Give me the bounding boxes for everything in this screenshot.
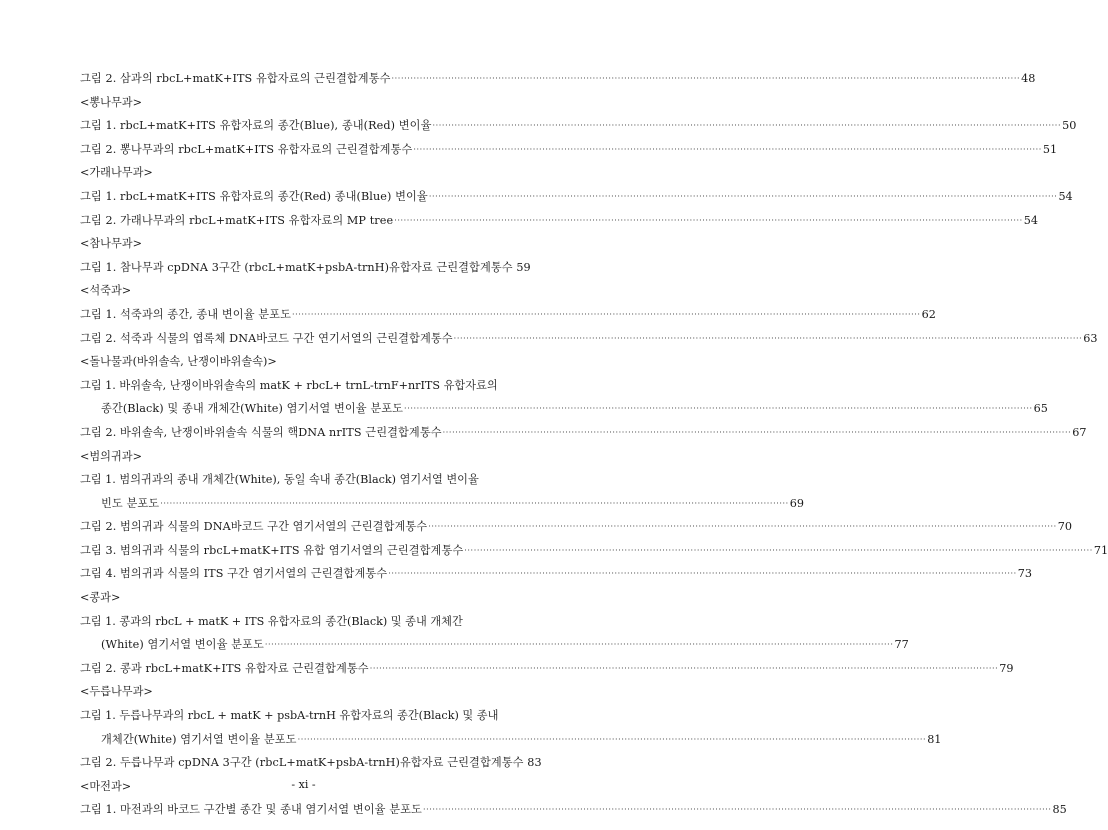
figure-entry[interactable] <box>80 518 1073 536</box>
figure-entry[interactable] <box>80 731 942 749</box>
figure-entry-title: 그림 1. 참나무과 cpDNA 3구간 (rbcL+matK+psbA-trnH)유합자료 근린결합계통수 59 <box>80 260 531 274</box>
page-ref: 48 <box>1021 72 1036 85</box>
page-ref: 85 <box>1052 803 1067 817</box>
figure-entry-title: 빈도 분포도 <box>101 496 160 510</box>
leader-dots: ········································································································································································································ <box>428 191 1058 201</box>
leader-dots: ········································································································································································································ <box>453 333 1083 343</box>
leader-dots: ········································································································································································································ <box>291 309 921 319</box>
figure-entry-title: 그림 2. 뽕나무과의 rbcL+matK+ITS 유합자료의 근린결합계통수 <box>80 142 413 156</box>
figure-entry[interactable] <box>80 565 1033 583</box>
figure-entry-title: 그림 2. 범의귀과 식물의 DNA바코드 구간 염기서열의 근린결합계통수 <box>80 520 428 534</box>
table-of-figures <box>80 70 1108 825</box>
section-heading: <콩과> <box>80 591 121 605</box>
leader-dots: ········································································································································································································ <box>391 74 1021 83</box>
page-ref: 81 <box>927 732 942 746</box>
page-ref: 65 <box>1033 402 1048 416</box>
figure-entry[interactable] <box>80 424 1087 442</box>
figure-entry[interactable] <box>80 188 1073 206</box>
section-heading: <마전과> <box>80 779 132 793</box>
section-heading: <돌나물과(바위솔속, 난쟁이바위솔속)> <box>80 355 277 369</box>
figure-entry[interactable] <box>80 542 1108 560</box>
figure-entry[interactable] <box>80 141 1058 159</box>
figure-entry[interactable] <box>80 636 909 654</box>
figure-entry-title: (White) 염기서열 변이율 분포도 <box>101 638 264 652</box>
page-ref: 62 <box>921 307 936 321</box>
section-heading: <범의귀과> <box>80 449 142 463</box>
figure-entry[interactable] <box>80 660 1014 678</box>
figure-entry[interactable] <box>80 117 1077 135</box>
figure-entry-title: 그림 2. 석죽과 식물의 엽록체 DNA바코드 구간 연기서열의 근린결합계통수 <box>80 331 453 345</box>
leader-dots: ········································································································································································································ <box>404 404 1033 414</box>
leader-dots: ········································································································································································································ <box>160 498 789 508</box>
figure-entry-title: 그림 2. 콩과 rbcL+matK+ITS 유합자료 근린결합계통수 <box>80 661 369 675</box>
leader-dots: ········································································································································································································ <box>442 427 1072 437</box>
page-ref: 54 <box>1058 189 1073 203</box>
page-ref: 70 <box>1057 520 1073 534</box>
page-ref: 73 <box>1017 567 1033 581</box>
leader-dots: ········································································································································································································ <box>264 640 894 650</box>
leader-dots: ········································································································································································································ <box>388 569 1017 579</box>
figure-entry-title: 그림 2. 가래나무과의 rbcL+matK+ITS 유합자료의 MP tree <box>80 213 394 227</box>
figure-entry[interactable] <box>80 495 805 513</box>
figure-entry-line: 그림 1. 범의귀과의 종내 개체간(White), 동일 속내 종간(Black) 염기서열 변이율 <box>80 473 479 487</box>
figure-entry-title: 종간(Black) 및 종내 개체간(White) 염기서열 변이율 분포도 <box>101 402 404 416</box>
figure-entry-line: 그림 1. 두릅나무과의 rbcL + matK + psbA-trnH 유합자료의 종간(Black) 및 종내 <box>80 709 499 723</box>
figure-entry[interactable] <box>80 70 1036 88</box>
figure-entry[interactable] <box>80 400 1048 418</box>
leader-dots: ········································································································································································································ <box>432 121 1062 131</box>
page-ref: 54 <box>1023 213 1039 227</box>
section-heading: <석죽과> <box>80 284 132 298</box>
page-ref: 77 <box>894 638 909 652</box>
page-ref: 51 <box>1042 142 1058 156</box>
figure-entry-title: 그림 2. 삼과의 rbcL+matK+ITS 유합자료의 근린결합계통수 <box>80 72 391 85</box>
figure-entry-title: 그림 3. 범의귀과 식물의 rbcL+matK+ITS 유합 염기서열의 근린결합계통수 <box>80 543 464 557</box>
figure-entry-title: 그림 1. 마전과의 바코드 구간별 종간 및 종내 염기서열 변이율 분포도 <box>80 803 422 817</box>
leader-dots: ········································································································································································································ <box>369 663 999 673</box>
leader-dots: ········································································································································································································ <box>422 805 1052 815</box>
page-ref: 67 <box>1072 425 1087 439</box>
figure-entry-line: 그림 1. 콩과의 rbcL + matK + ITS 유합자료의 종간(Black) 및 종내 개체간 <box>80 614 463 628</box>
figure-entry-line: 그림 1. 바위솔속, 난쟁이바위솔속의 matK + rbcL+ trnL-trnF+nrITS 유합자료의 <box>80 378 498 392</box>
figure-entry[interactable] <box>80 801 1067 819</box>
figure-entry-title: 그림 4. 범의귀과 식물의 ITS 구간 염기서열의 근린결합계통수 <box>80 567 388 581</box>
page-ref: 63 <box>1083 331 1098 345</box>
page-ref: 50 <box>1062 119 1077 133</box>
figure-entry-title: 그림 1. 석죽과의 종간, 종내 변이율 분포도 <box>80 307 291 321</box>
section-heading: <가래나무과> <box>80 166 153 180</box>
figure-entry-title: 그림 2. 바위솔속, 난쟁이바위솔속 식물의 핵DNA nrITS 근린결합계통수 <box>80 425 442 439</box>
figure-entry[interactable] <box>80 754 542 772</box>
section-heading: <뽕나무과> <box>80 95 142 109</box>
page-ref: 71 <box>1093 543 1108 557</box>
figure-entry[interactable] <box>80 259 531 277</box>
figure-entry[interactable] <box>80 212 1039 230</box>
page-number: - xi - <box>291 778 316 791</box>
leader-dots: ········································································································································································································ <box>428 522 1057 532</box>
figure-entry[interactable] <box>80 306 936 324</box>
leader-dots: ········································································································································································································ <box>297 734 927 744</box>
figure-entry-title: 개체간(White) 염기서열 변이율 분포도 <box>101 732 297 746</box>
section-heading: <참나무과> <box>80 237 142 251</box>
figure-entry-title: 그림 1. rbcL+matK+ITS 유합자료의 종간(Blue), 종내(Red) 변이율 <box>80 119 432 133</box>
leader-dots: ········································································································································································································ <box>394 215 1023 225</box>
page-ref: 69 <box>789 496 805 510</box>
leader-dots: ········································································································································································································ <box>464 545 1093 555</box>
figure-entry-title: 그림 1. rbcL+matK+ITS 유합자료의 종간(Red) 종내(Blue) 변이율 <box>80 189 428 203</box>
leader-dots: ········································································································································································································ <box>413 144 1042 154</box>
figure-entry[interactable] <box>80 330 1098 348</box>
figure-entry-title: 그림 2. 두릅나무과 cpDNA 3구간 (rbcL+matK+psbA-trnH)유합자료 근린결합계통수 83 <box>80 756 542 770</box>
page-ref: 79 <box>999 661 1014 675</box>
section-heading: <두릅나무과> <box>80 685 153 699</box>
